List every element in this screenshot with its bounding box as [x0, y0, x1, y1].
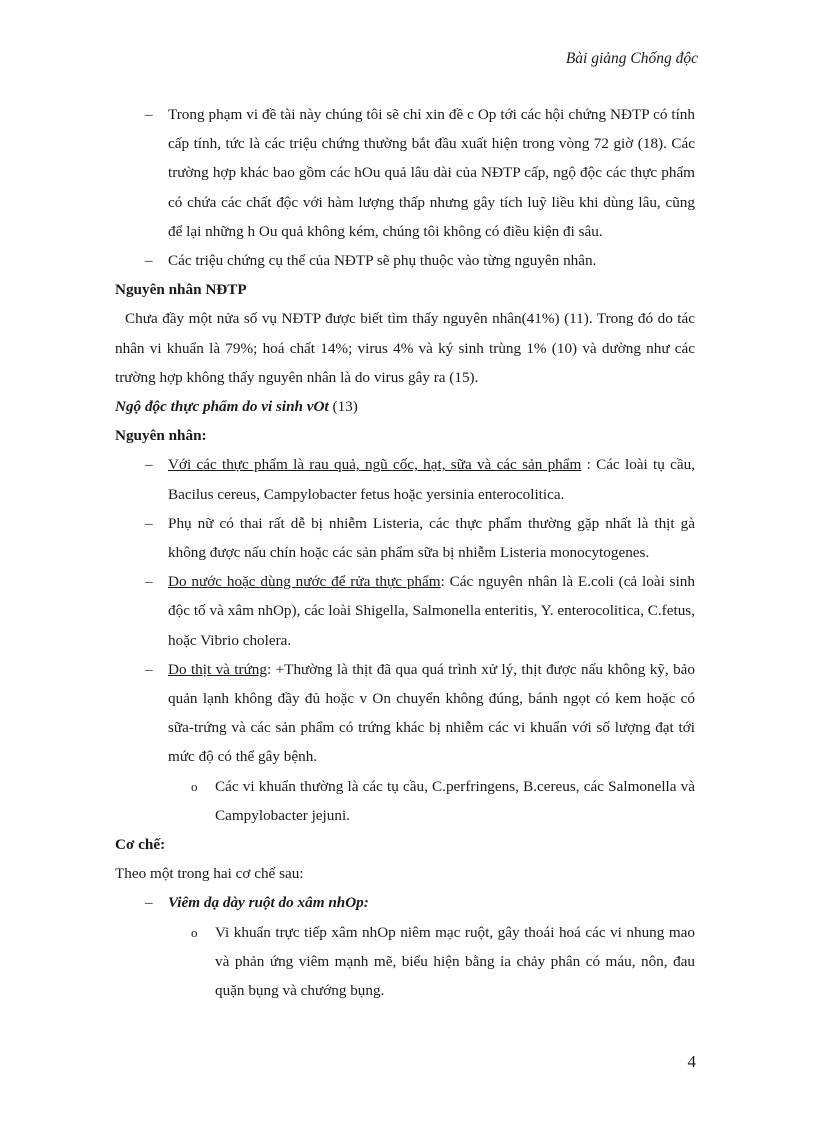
page-content: [115, 100, 695, 1005]
micro-sub-item: [115, 772, 695, 830]
micro-item-1: [115, 450, 695, 508]
intro-item-1: [115, 100, 695, 246]
micro-heading: Ngộ độc thực phẩm do vi sinh vOt: [115, 398, 329, 416]
cause-paragraph: Chưa đầy một nửa số vụ NĐTP được biết tìm thấy nguyên nhân(41%) (11). Trong đó do tác nhân vi khuẩn là 79%; hoá chất 14%; virus 4% và ký sinh trùng 1% (10) và dường như các trường hợp không thấy nguyên nhân là do virus gây ra (15).: [115, 310, 695, 386]
micro-sub-heading: Nguyên nhân:: [115, 427, 207, 445]
dash-bullet: –: [145, 514, 153, 532]
micro-heading-line: [115, 392, 695, 421]
intro-item-2: [115, 246, 695, 275]
mechanism-sub-item-text: Vi khuẩn trực tiếp xâm nhOp niêm mạc ruột, gây thoái hoá các vi nhung mao và phản ứng viêm mạnh mẽ, biểu hiện bằng ỉa chảy phân có máu, nôn, đau quặn bụng và chướng bụng.: [215, 923, 695, 1000]
page-header: Bài giảng Chống độc: [565, 50, 698, 67]
mechanism-sub-item: [115, 918, 695, 1006]
page-number: 4: [687, 1052, 696, 1071]
intro-item-text: Các triệu chứng cụ thể của NĐTP sẽ phụ thuộc vào từng nguyên nhân.: [168, 252, 597, 270]
mechanism-intro: Theo một trong hai cơ chế sau:: [115, 865, 304, 883]
mechanism-item-heading: Viêm dạ dày ruột do xâm nhOp:: [168, 894, 369, 912]
intro-item-text: Trong phạm vi đề tài này chúng tôi sẽ chỉ xin đề c Op tới các hội chứng NĐTP có tính cấp tính, tức là các triệu chứng thường bắt đầu xuất hiện trong vòng 72 giờ (18). Các trường hợp khác bao gồm các hOu quả lâu dài của NĐTP cấp, ngộ độc các thực phẩm có chứa các chất độc với hàm lượng thấp nhưng gây tích luỹ liều khi dùng lâu, cũng để lại những h Ou quả không kém, chúng tôi không có điều kiện đi sâu.: [168, 106, 695, 240]
circle-bullet: o: [191, 924, 198, 940]
dash-bullet: –: [145, 252, 153, 270]
micro-heading-ref: (13): [328, 398, 358, 416]
micro-item-text: : +Thường là thịt đã qua quá trình xử lý, thịt được nấu không kỹ, bảo quản lạnh không đầy đủ hoặc v On chuyển không đúng, bánh ngọt có kem hoặc có sữa-trứng và các sản phẩm có trứng khác bị nhiễm các vi khuẩn với số lượng đạt tới mức độ có thể gây bệnh.: [168, 660, 695, 766]
micro-item-3: [115, 567, 695, 655]
micro-item-lead: Do nước hoặc dùng nước để rửa thực phẩm: [168, 573, 441, 591]
micro-sub-item-text: Các vi khuẩn thường là các tụ cầu, C.perfringens, B.cereus, các Salmonella và Campylobacter jejuni.: [215, 777, 695, 824]
dash-bullet: –: [145, 894, 153, 912]
micro-item-2: [115, 509, 695, 567]
micro-item-4: [115, 655, 695, 772]
circle-bullet: o: [191, 778, 198, 794]
dash-bullet: –: [145, 106, 153, 123]
micro-item-text: : Các loài tụ cầu, Bacilus cereus, Campylobacter fetus hoặc yersinia enterocolitica.: [168, 456, 695, 503]
micro-item-text: Phụ nữ có thai rất dễ bị nhiễm Listeria, các thực phẩm thường gặp nhất là thịt gà không được nấu chín hoặc các sản phẩm sữa bị nhiễm Listeria monocytogenes.: [168, 514, 695, 562]
dash-bullet: –: [145, 456, 153, 474]
micro-item-lead: Do thịt và trứng: [168, 660, 267, 678]
micro-item-text: : Các nguyên nhân là E.coli (cả loài sinh độc tố và xâm nhOp), các loài Shigella, Salmonella enteritis, Y. enterocolitica, C.fetus, hoặc Vibrio cholera.: [168, 573, 695, 649]
mechanism-heading: Cơ chế:: [115, 836, 166, 854]
micro-item-lead: Với các thực phẩm là rau quả, ngũ cốc, hạt, sữa và các sản phẩm: [168, 456, 582, 474]
mechanism-item: [115, 888, 695, 917]
dash-bullet: –: [145, 660, 153, 678]
cause-heading: Nguyên nhân NĐTP: [115, 281, 247, 299]
dash-bullet: –: [145, 573, 153, 591]
